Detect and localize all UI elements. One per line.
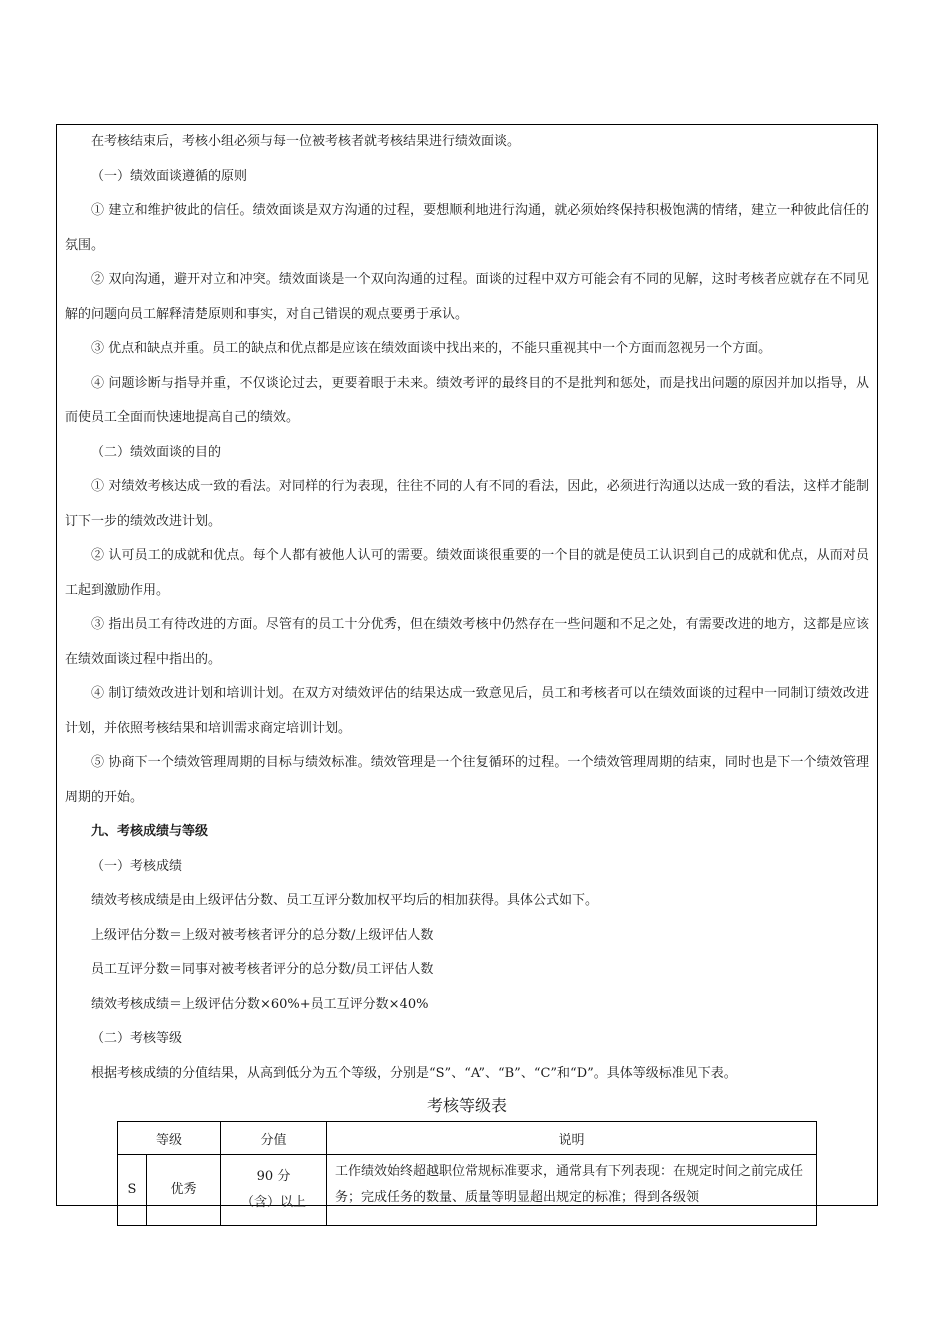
grade-code: S	[118, 1155, 147, 1226]
grade-table	[117, 1121, 817, 1226]
table-row	[118, 1155, 817, 1226]
paragraph: （二）考核等级	[91, 1031, 183, 1046]
paragraph: （一）绩效面谈遵循的原则	[91, 168, 248, 184]
paragraph: ① 对绩效考核达成一致的看法。对同样的行为表现，往往不同的人有不同的看法，因此，必须进行沟通以达成一致的看法，这样才能制订下一步的绩效改进计划。	[65, 479, 869, 529]
grade-level: 优秀	[147, 1155, 221, 1226]
paragraph: 在考核结束后，考核小组必须与每一位被考核者就考核结果进行绩效面谈。	[91, 134, 521, 149]
paragraph: 根据考核成绩的分值结果，从高到低分为五个等级，分别是“S”、“A”、“B”、“C”和“D”。具体等级标准见下表。	[91, 1065, 737, 1081]
paragraph: ⑤ 协商下一个绩效管理周期的目标与绩效标准。绩效管理是一个往复循环的过程。一个绩效管理周期的结束，同时也是下一个绩效管理周期的开始。	[65, 755, 869, 805]
section-heading: 九、考核成绩与等级	[91, 824, 209, 839]
document-frame	[56, 124, 878, 1210]
paragraph: ③ 优点和缺点并重。员工的缺点和优点都是应该在绩效面谈中找出来的，不能只重视其中一个方面而忽视另一个方面。	[91, 341, 772, 356]
header-desc: 说明	[327, 1122, 817, 1155]
paragraph: 员工互评分数＝同事对被考核者评分的总分数/员工评估人数	[91, 962, 434, 977]
paragraph: 绩效考核成绩是由上级评估分数、员工互评分数加权平均后的相加获得。具体公式如下。	[91, 893, 599, 908]
paragraph: ① 建立和维护彼此的信任。绩效面谈是双方沟通的过程，要想顺利地进行沟通，就必须始终保持积极饱满的情绪，建立一种彼此信任的氛围。	[65, 203, 869, 253]
grade-description: 工作绩效始终超越职位常规标准要求，通常具有下列表现：在规定时间之前完成任务；完成任务的数量、质量等明显超出规定的标准；得到各级领	[327, 1155, 817, 1226]
table-title: 考核等级表	[426, 1096, 507, 1115]
grade-score	[221, 1155, 327, 1226]
header-grade: 等级	[118, 1122, 221, 1155]
header-score: 分值	[221, 1122, 327, 1155]
paragraph: 绩效考核成绩＝上级评估分数×60%+员工互评分数×40%	[91, 996, 429, 1012]
table-header-row	[118, 1122, 817, 1155]
paragraph: （二）绩效面谈的目的	[91, 444, 222, 460]
paragraph: 上级评估分数＝上级对被考核者评分的总分数/上级评估人数	[91, 927, 434, 943]
score-line: 90 分	[256, 1169, 291, 1184]
paragraph: ② 认可员工的成就和优点。每个人都有被他人认可的需要。绩效面谈很重要的一个目的就是使员工认识到自己的成就和优点，从而对员工起到激励作用。	[65, 548, 869, 598]
paragraph: ④ 问题诊断与指导并重，不仅谈论过去，更要着眼于未来。绩效考评的最终目的不是批判和惩处，而是找出问题的原因并加以指导，从而使员工全面而快速地提高自己的绩效。	[65, 375, 869, 425]
score-line: （含）以上	[240, 1195, 306, 1210]
paragraph: ④ 制订绩效改进计划和培训计划。在双方对绩效评估的结果达成一致意见后，员工和考核者可以在绩效面谈的过程中一同制订绩效改进计划，并依照考核结果和培训需求商定培训计划。	[65, 686, 869, 736]
paragraph: ③ 指出员工有待改进的方面。尽管有的员工十分优秀，但在绩效考核中仍然存在一些问题和不足之处，有需要改进的地方，这都是应该在绩效面谈过程中指出的。	[65, 617, 869, 667]
document-body	[65, 125, 869, 1226]
paragraph: ② 双向沟通，避开对立和冲突。绩效面谈是一个双向沟通的过程。面谈的过程中双方可能会有不同的见解，这时考核者应就存在不同见解的问题向员工解释清楚原则和事实，对自己错误的观点要勇于承认。	[65, 272, 869, 322]
paragraph: （一）考核成绩	[91, 858, 183, 874]
